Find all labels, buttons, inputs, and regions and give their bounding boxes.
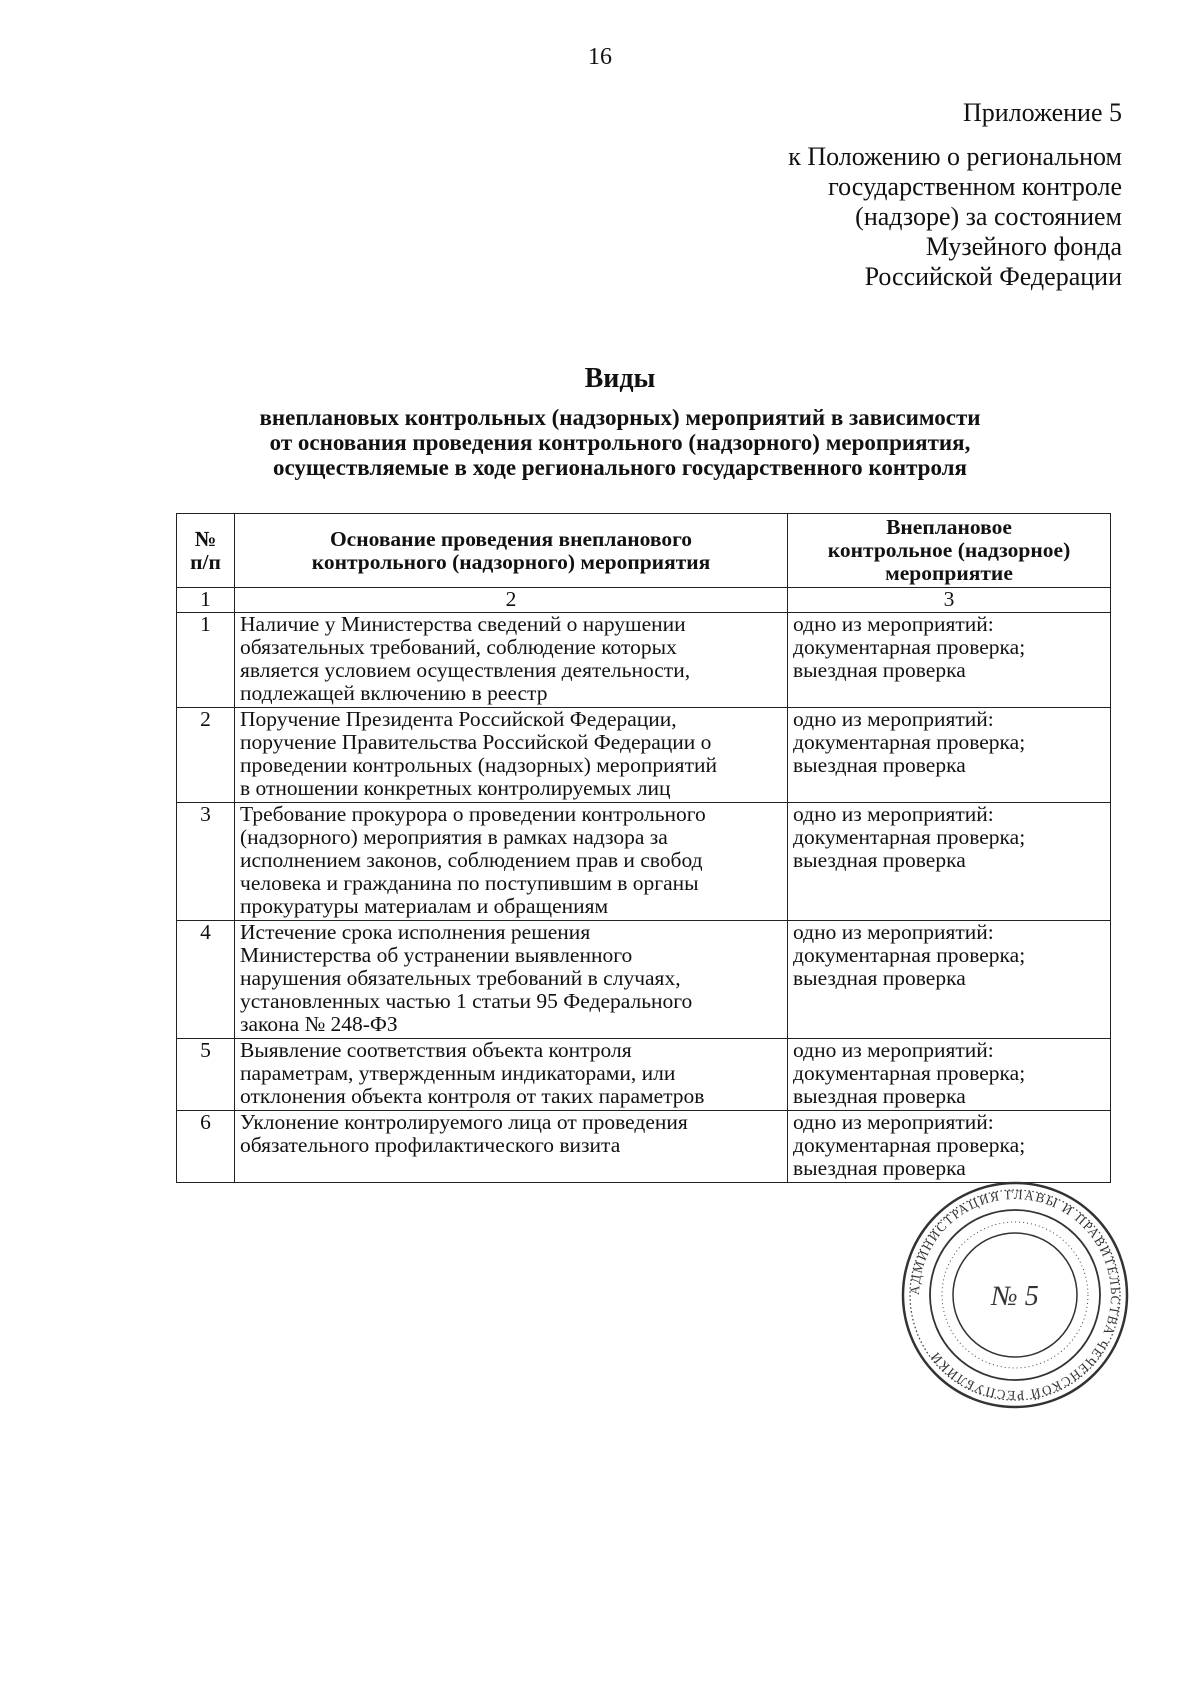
measure-line: документарная проверка; (793, 825, 1026, 849)
basis-line: Наличие у Министерства сведений о нарушении (240, 612, 686, 636)
document-subtitle (170, 405, 1070, 480)
measure-line: одно из мероприятий: (793, 612, 994, 636)
table-row (177, 921, 1111, 1039)
appendix-line: Музейного фонда (925, 232, 1122, 261)
table-row (177, 1039, 1111, 1111)
basis-line: обязательного профилактического визита (240, 1133, 621, 1157)
basis-line: является условием осуществления деятельности, (240, 658, 691, 682)
basis-line: подлежащей включению в реестр (240, 681, 548, 705)
row-basis (235, 613, 788, 708)
table-row (177, 613, 1111, 708)
table-row (177, 1111, 1111, 1183)
official-seal (893, 1175, 1138, 1415)
appendix-label: Приложение 5 (962, 98, 1122, 127)
appendix-line: государственном контроле (828, 172, 1122, 201)
basis-line: исполнением законов, соблюдением прав и свобод (240, 848, 703, 872)
measure-line: выездная проверка (793, 966, 966, 990)
row-measure (788, 1039, 1111, 1111)
basis-line: Истечение срока исполнения решения (240, 920, 591, 944)
seal-ring-text: АДМИНИСТРАЦИЯ ГЛАВЫ И ПРАВИТЕЛЬСТВА ЧЕЧЕНСКОЙ РЕСПУБЛИКИ (906, 1186, 1124, 1404)
subtitle-line: осуществляемые в ходе регионального государственного контроля (272, 455, 968, 480)
document-title: Виды (584, 363, 656, 394)
measure-line: выездная проверка (793, 658, 966, 682)
measure-line: выездная проверка (793, 1156, 966, 1180)
row-number: 2 (177, 708, 235, 803)
row-measure (788, 921, 1111, 1039)
table-header-row (177, 514, 1111, 588)
measure-line: документарная проверка; (793, 943, 1026, 967)
basis-line: обязательных требований, соблюдение которых (240, 635, 677, 659)
appendix-line: Российской Федерации (864, 262, 1122, 291)
measures-table (176, 513, 1111, 1183)
row-measure (788, 803, 1111, 921)
basis-line: Министерства об устранении выявленного (240, 943, 633, 967)
row-basis (235, 803, 788, 921)
row-measure (788, 1111, 1111, 1183)
row-basis (235, 1111, 788, 1183)
measure-line: одно из мероприятий: (793, 802, 994, 826)
basis-line: закона № 248-ФЗ (240, 1012, 398, 1036)
basis-line: нарушения обязательных требований в случаях, (240, 966, 681, 990)
appendix-block (788, 98, 1122, 292)
subtitle-line: внеплановых контрольных (надзорных) мероприятий в зависимости (259, 405, 981, 430)
measure-line: документарная проверка; (793, 1061, 1026, 1085)
subtitle-line: от основания проведения контрольного (надзорного) мероприятия, (269, 430, 971, 455)
basis-line: прокуратуры материалам и обращениям (240, 894, 609, 918)
row-number: 1 (177, 613, 235, 708)
header-basis: Основание проведения внепланового контрольного (надзорного) мероприятия (235, 514, 788, 588)
row-number: 4 (177, 921, 235, 1039)
measure-line: выездная проверка (793, 1084, 966, 1108)
basis-line: Требование прокурора о проведении контрольного (240, 802, 706, 826)
basis-line: Поручение Президента Российской Федерации, (240, 707, 677, 731)
column-index: 2 (235, 588, 788, 613)
basis-line: параметрам, утвержденным индикаторами, или (240, 1061, 676, 1085)
header-num: № п/п (177, 514, 235, 588)
measure-line: одно из мероприятий: (793, 1110, 994, 1134)
basis-line: человека и гражданина по поступившим в органы (240, 871, 699, 895)
measure-line: документарная проверка; (793, 635, 1026, 659)
measure-line: документарная проверка; (793, 730, 1026, 754)
row-measure (788, 708, 1111, 803)
column-index-row (177, 588, 1111, 613)
header-measure: Внеплановое контрольное (надзорное) мероприятие (788, 514, 1111, 588)
row-basis (235, 708, 788, 803)
measure-line: документарная проверка; (793, 1133, 1026, 1157)
measure-line: одно из мероприятий: (793, 1038, 994, 1062)
basis-line: отклонения объекта контроля от таких параметров (240, 1084, 705, 1108)
row-measure (788, 613, 1111, 708)
row-number: 5 (177, 1039, 235, 1111)
basis-line: проведении контрольных (надзорных) мероприятий (240, 753, 717, 777)
measure-line: выездная проверка (793, 753, 966, 777)
row-number: 3 (177, 803, 235, 921)
appendix-line: (надзоре) за состоянием (855, 202, 1122, 231)
basis-line: в отношении конкретных контролируемых лиц (240, 776, 671, 800)
measure-line: одно из мероприятий: (793, 707, 994, 731)
measure-line: одно из мероприятий: (793, 920, 994, 944)
basis-line: поручение Правительства Российской Федерации о (240, 730, 712, 754)
row-basis (235, 921, 788, 1039)
row-basis (235, 1039, 788, 1111)
table-row (177, 803, 1111, 921)
seal-number: № 5 (991, 1281, 1039, 1312)
measure-line: выездная проверка (793, 848, 966, 872)
basis-line: установленных частью 1 статьи 95 Федерального (240, 989, 693, 1013)
basis-line: (надзорного) мероприятия в рамках надзора за (240, 825, 668, 849)
column-index: 1 (177, 588, 235, 613)
table-row (177, 708, 1111, 803)
page-number: 16 (588, 44, 612, 70)
basis-line: Уклонение контролируемого лица от проведения (240, 1110, 688, 1134)
column-index: 3 (788, 588, 1111, 613)
basis-line: Выявление соответствия объекта контроля (240, 1038, 632, 1062)
appendix-line: к Положению о региональном (788, 142, 1122, 171)
row-number: 6 (177, 1111, 235, 1183)
